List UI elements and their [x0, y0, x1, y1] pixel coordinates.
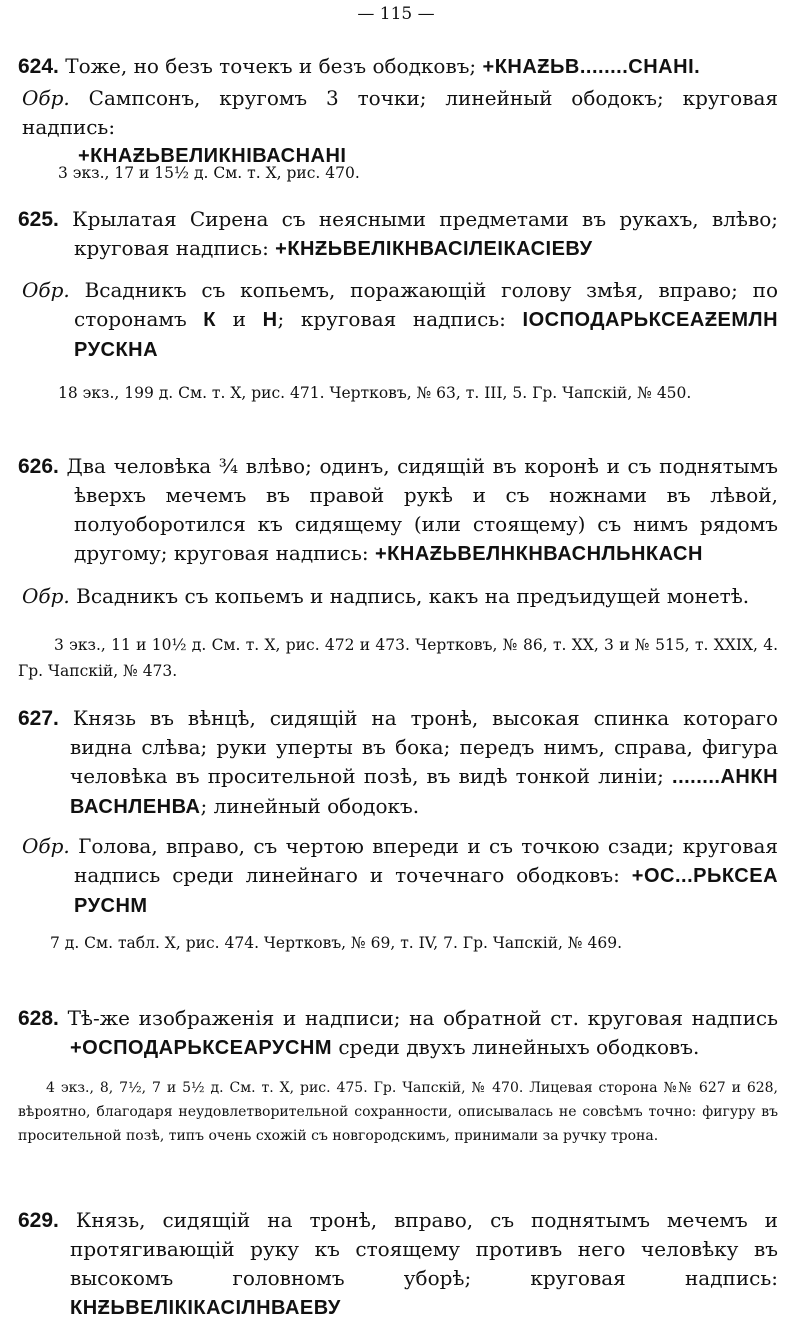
entry-inscription: КНƵЬВЕЛIКIКАСIЛНВАЕВУ	[70, 1297, 341, 1319]
reference-text: 7 д. См. табл. X, рис. 474. Чертковъ, № 69, т. IV, 7. Гр. Чапскій, № 469.	[50, 934, 623, 952]
reference-text: 4 экз., 8, 7½, 7 и 5½ д. См. т. X, рис. 475. Гр. Чапскій, № 470. Лицевая сторона №№ 627 и 628, вѣроятно, благодаря неудовлетворительной сохранности, описывалась не совсѣмъ точно: фигуру въ просительной позѣ, типъ очень схожій съ новгородскимъ, принимали за ручку трона.	[18, 1080, 778, 1144]
entry-description-tail: ; линейный ободокъ.	[200, 794, 420, 818]
entry-number: 628.	[18, 1007, 59, 1030]
reference-625	[18, 380, 778, 406]
entry-inscription: +ОСПОДАРЬКСЕАРУСНМ	[70, 1037, 332, 1059]
entry-625	[18, 205, 778, 264]
reference-628	[18, 1076, 778, 1148]
obverse-label: Обр.	[22, 86, 70, 110]
obverse-626	[22, 582, 778, 611]
reference-627	[18, 930, 778, 956]
entry-description: Два человѣка ¾ влѣво; одинъ, сидящій въ коронѣ и съ поднятымъ ѣверхъ мечемъ въ правой рукѣ и съ ножнами въ лѣвой, полуоборотился къ сидящему (или стоящему) съ нимъ рядомъ другому; круговая надпись:	[66, 454, 779, 565]
obverse-label: Обр.	[22, 584, 70, 608]
obverse-letter: Н	[262, 309, 278, 331]
entry-inscription: +КНАƵЬВЕЛНКНВАСНЛЬНКАСН	[375, 543, 703, 565]
reference-text: 3 экз., 11 и 10½ д. См. т. X, рис. 472 и 473. Чертковъ, № 86, т. XX, 3 и № 515, т. XXIX, 4. Гр. Чапскій, № 473.	[18, 636, 778, 680]
entry-number: 626.	[18, 455, 59, 478]
obverse-label: Обр.	[22, 278, 70, 302]
entry-description-tail: среди двухъ линейныхъ ободковъ.	[338, 1035, 700, 1059]
entry-inscription: +КНАƵЬВ........СНАНI.	[482, 56, 701, 78]
obverse-627	[22, 832, 778, 921]
entry-624	[18, 52, 778, 82]
reference-text: 3 экз., 17 и 15½ д. См. т. X, рис. 470.	[58, 164, 360, 182]
reference-624	[58, 160, 778, 186]
reference-626	[18, 632, 778, 684]
entry-626	[18, 452, 778, 569]
obverse-inscription: +ОС...РЬКСЕА РУСНМ	[74, 865, 779, 917]
entry-number: 627.	[18, 707, 59, 730]
entry-description: Князь, сидящій на тронѣ, вправо, съ поднятымъ мечемъ и протягивающій руку къ стоящему противъ него человѣку въ высокомъ головномъ уборѣ; круговая надпись:	[70, 1208, 778, 1290]
entry-629	[18, 1206, 778, 1323]
obverse-description: Голова, вправо, съ чертою впереди и съ точкою сзади; круговая надпись среди линейнаго и точечнаго ободковъ:	[74, 834, 779, 887]
entry-628	[18, 1004, 778, 1063]
obverse-description: Всадникъ съ копьемъ, поражающій голову змѣя, вправо; по сторонамъ	[74, 278, 778, 331]
entry-627	[18, 704, 778, 822]
entry-number: 629.	[18, 1209, 59, 1232]
entry-number: 624.	[18, 55, 59, 78]
obverse-letter: К	[203, 309, 217, 331]
obverse-description-tail: ; круговая надпись:	[277, 307, 506, 331]
entry-description: Князь въ вѣнцѣ, сидящій на тронѣ, высокая спинка котораго видна слѣва; руки уперты въ бока; передъ нимъ, справа, фигура человѣка въ просительной позѣ, въ видѣ тонкой линіи;	[70, 706, 778, 788]
obverse-inscription: +КНАƵЬВЕЛИКНIВАСНАНI	[78, 145, 347, 167]
page-number: — 115 —	[357, 4, 435, 24]
obverse-624	[22, 84, 778, 171]
entry-number: 625.	[18, 208, 59, 231]
reference-text: 18 экз., 199 д. См. т. X, рис. 471. Чертковъ, № 63, т. III, 5. Гр. Чапскій, № 450.	[58, 384, 692, 402]
entry-inscription: +КНƵЬВЕЛIКНВАСIЛЕIКАСIЕВУ	[275, 238, 593, 260]
obverse-description: Всадникъ съ копьемъ и надпись, какъ на предъидущей монетѣ.	[76, 584, 750, 608]
entry-inscription: ........АНКН ВАСНЛЕНВА	[70, 766, 779, 818]
entry-description: Крылатая Сирена съ неясными предметами въ рукахъ, влѣво; круговая надпись:	[72, 207, 779, 260]
obverse-625	[22, 276, 778, 365]
entry-description: Тѣ-же изображенія и надписи; на обратной ст. круговая надпись	[67, 1006, 778, 1030]
obverse-and: и	[232, 307, 246, 331]
obverse-description: Сампсонъ, кругомъ 3 точки; линейный ободокъ; круговая надпись:	[22, 86, 778, 139]
entry-description: Тоже, но безъ точекъ и безъ ободковъ;	[65, 54, 477, 78]
obverse-inscription: IОСПОДАРЬКСЕАƵЕМЛН РУСКНА	[74, 309, 779, 361]
obverse-label: Обр.	[22, 834, 70, 858]
